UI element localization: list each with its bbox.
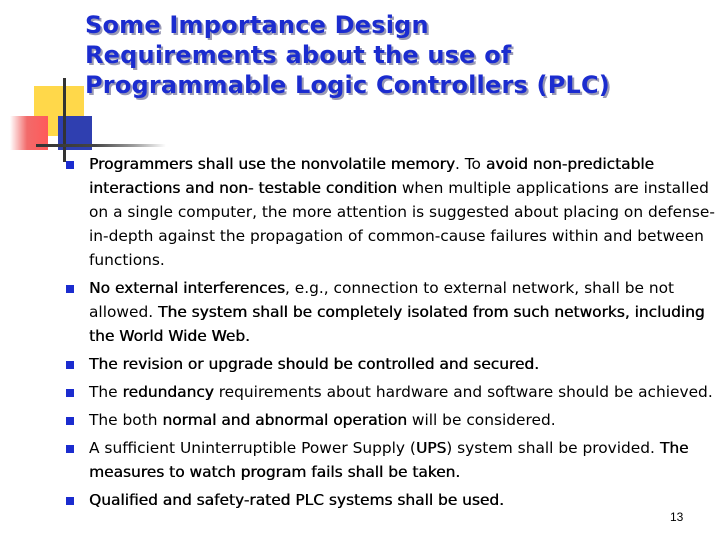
- square-bullet-icon: [66, 389, 74, 397]
- slide-title: [85, 10, 685, 100]
- body-text: The: [89, 383, 123, 401]
- square-bullet-icon: [66, 445, 74, 453]
- emphasis-text: The measures to watch program fails shall be taken.: [89, 439, 689, 481]
- emphasis-text: The system shall be completely isolated from such networks, including the World Wide Web.: [89, 303, 705, 345]
- square-bullet-icon: [66, 417, 74, 425]
- emphasis-text: The revision or upgrade should be controlled and secured.: [89, 355, 539, 373]
- emphasis-text: normal and abnormal operation: [162, 411, 407, 429]
- body-text: will be considered.: [406, 411, 556, 429]
- square-bullet-icon: [66, 497, 74, 505]
- bullet-item: [66, 380, 720, 404]
- bullet-item: [66, 352, 720, 376]
- body-text: . To: [454, 155, 486, 173]
- decorative-horizontal-line: [36, 144, 166, 147]
- emphasis-text: avoid non-predictable interactions and non- testable condition: [89, 155, 654, 197]
- body-text: ) system shall be provided.: [446, 439, 660, 457]
- square-bullet-icon: [66, 161, 74, 169]
- square-bullet-icon: [66, 285, 74, 293]
- body-text: requirements about hardware and software should be achieved.: [213, 383, 713, 401]
- title-line-2: Requirements about the use of: [85, 41, 512, 69]
- bullet-item: [66, 152, 720, 272]
- decorative-vertical-line: [63, 78, 66, 162]
- emphasis-text: Qualified and safety-rated PLC systems shall be used.: [89, 491, 504, 509]
- title-line-1: Some Importance Design: [85, 11, 429, 39]
- body-text: when multiple applications are installed on a single computer, the more attention is suggested about placing on defense-in-depth against the propagation of common-cause failures within and between functions.: [89, 179, 715, 269]
- body-text: A sufficient Uninterruptible Power Supply (: [89, 439, 416, 457]
- emphasis-text: No external interferences: [89, 279, 285, 297]
- emphasis-text: UPS: [415, 439, 447, 457]
- emphasis-text: Programmers shall use the nonvolatile memory: [89, 155, 455, 173]
- bullet-item: [66, 436, 720, 484]
- emphasis-text: redundancy: [122, 383, 214, 401]
- page-number: 13: [670, 510, 684, 524]
- body-text: The both: [89, 411, 163, 429]
- bullet-list: [66, 152, 720, 516]
- title-line-3: Programmable Logic Controllers (PLC): [85, 71, 610, 99]
- square-bullet-icon: [66, 361, 74, 369]
- bullet-item: [66, 408, 720, 432]
- body-text: , e.g., connection to external network, shall be not allowed.: [89, 279, 675, 321]
- bullet-item: [66, 488, 720, 512]
- bullet-item: [66, 276, 720, 348]
